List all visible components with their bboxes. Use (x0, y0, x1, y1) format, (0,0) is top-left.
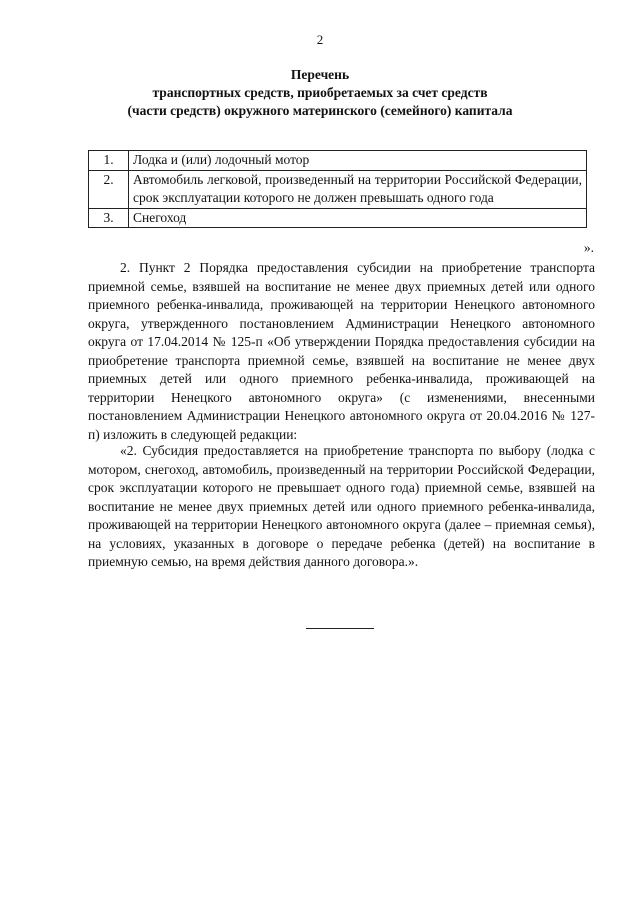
closing-quote: ». (583, 240, 594, 255)
row-text: Снегоход (129, 208, 587, 228)
row-text: Автомобиль легковой, произведенный на территории Российской Федерации, срок эксплуатации которого не должен превышать одного года (129, 170, 587, 208)
table-row (89, 151, 587, 171)
row-number: 3. (89, 208, 129, 228)
new-wording-paragraph: «2. Субсидия предоставляется на приобретение транспорта по выбору (лодка с мотором, снегоход, автомобиль, произведенный на территории Российской Федерации, срок эксплуатации которого не превышает одного года) приемной семье, взявшей на воспитание не менее двух приемных детей или одного приемного ребенка-инвалида, проживающей на территории Ненецкого автономного округа (далее – приемная семья), на условиях, указанных в договоре о передаче ребенка (детей) на воспитание в приемную семью, на время действия данного договора.». (88, 443, 595, 569)
page-number: 2 (316, 32, 324, 47)
end-separator-line (306, 628, 374, 629)
title-line-1: Перечень (290, 67, 350, 82)
vehicle-list-table (88, 150, 587, 228)
document-title (0, 66, 640, 120)
row-number: 1. (89, 151, 129, 171)
row-number: 2. (89, 170, 129, 208)
amendment-paragraph: 2. Пункт 2 Порядка предоставления субсидии на приобретение транспорта приемной семье, взявшей на воспитание не менее двух приемных детей или одного приемного ребенка-инвалида, проживающей на территории Ненецкого автономного округа, утвержденного постановлением Администрации Ненецкого автономного округа от 17.04.2014 № 125-п «Об утверждении Порядка предоставления субсидии на приобретение транспорта приемной семье, взявшей на воспитание не менее двух приемных детей или одного приемного ребенка-инвалида, проживающей на территории Ненецкого автономного округа» (с изменениями, внесенными постановлением Администрации Ненецкого автономного округа от 20.04.2016 № 127-п) изложить в следующей редакции: (88, 260, 595, 442)
title-line-3: (части средств) окружного материнского (семейного) капитала (127, 103, 513, 118)
row-text: Лодка и (или) лодочный мотор (129, 151, 587, 171)
table-row (89, 208, 587, 228)
table-row (89, 170, 587, 208)
title-line-2: транспортных средств, приобретаемых за счет средств (152, 85, 488, 100)
